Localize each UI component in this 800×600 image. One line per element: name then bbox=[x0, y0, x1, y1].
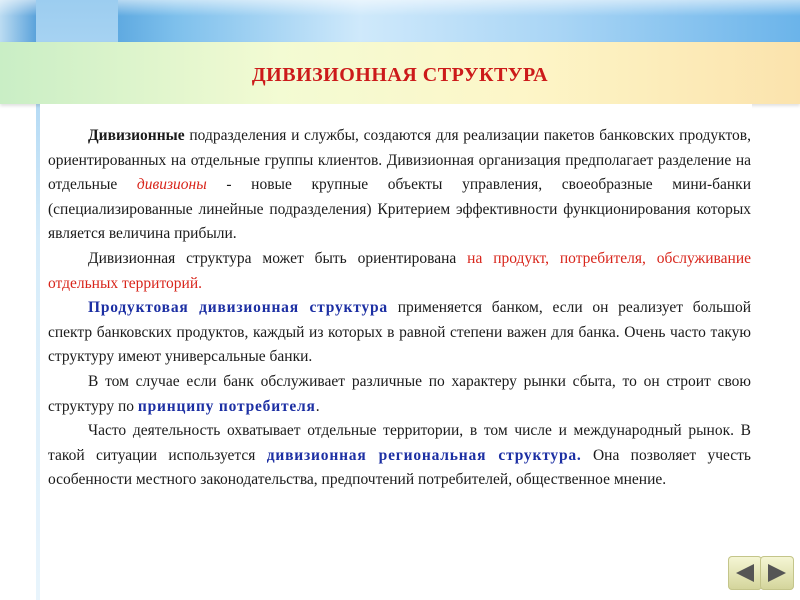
p1-text-b: - новые крупные объекты управления, своеобразные мини-банки (специализированные линейные подразделения) Критерием эффективности функционирования которых является величина прибыли. bbox=[48, 176, 751, 243]
arrow-left-icon bbox=[734, 563, 756, 583]
p4-text-a: В том случае если банк обслуживает различные по характеру рынки сбыта, то он строит свою структуру по bbox=[48, 372, 751, 415]
prev-slide-button[interactable] bbox=[728, 556, 762, 590]
p1-text-a: подразделения и службы, создаются для реализации пакетов банковских продуктов, ориентированных на отдельные группы клиентов. Дивизионная организация предполагает разделение на отдельные bbox=[48, 127, 751, 194]
arrow-right-icon bbox=[766, 563, 788, 583]
paragraph-3 bbox=[48, 296, 751, 370]
paragraph-1 bbox=[48, 124, 751, 247]
paragraph-2 bbox=[48, 247, 751, 296]
p5-text-a: Часто деятельность охватывает отдельные территории, в том числе и международный рынок. В такой ситуации используется bbox=[48, 422, 751, 464]
next-slide-button[interactable] bbox=[760, 556, 794, 590]
term-regional-structure: дивизионная региональная структура. bbox=[266, 446, 582, 464]
p4-text-b: . bbox=[315, 397, 320, 415]
term-product-structure: Продуктовая дивизионная структура bbox=[88, 299, 388, 317]
header-gradient-band bbox=[0, 0, 800, 42]
p5-text-b: Она позволяет учесть особенности местного законодательства, предпочтений потребителей, общественное мнение. bbox=[48, 446, 751, 489]
slide-body bbox=[48, 124, 751, 493]
paragraph-5 bbox=[48, 419, 751, 493]
orientation-highlight: на продукт, потребителя, обслуживание отдельных территорий. bbox=[48, 249, 752, 292]
paragraph-4 bbox=[48, 370, 751, 419]
term-divisions: дивизионы bbox=[136, 176, 207, 194]
p3-text: применяется банком, если он реализует большой спектр банковских продуктов, каждый из которых в равной степени важен для банка. Очень часто такую структуру имеют универсальные банки. bbox=[48, 299, 751, 366]
term-consumer-principle: принципу потребителя bbox=[137, 397, 316, 415]
p2-text: Дивизионная структура может быть ориентирована bbox=[88, 249, 468, 267]
slide-title: ДИВИЗИОННАЯ СТРУКТУРА bbox=[251, 64, 549, 86]
term-divisional: Дивизионные bbox=[88, 127, 185, 144]
